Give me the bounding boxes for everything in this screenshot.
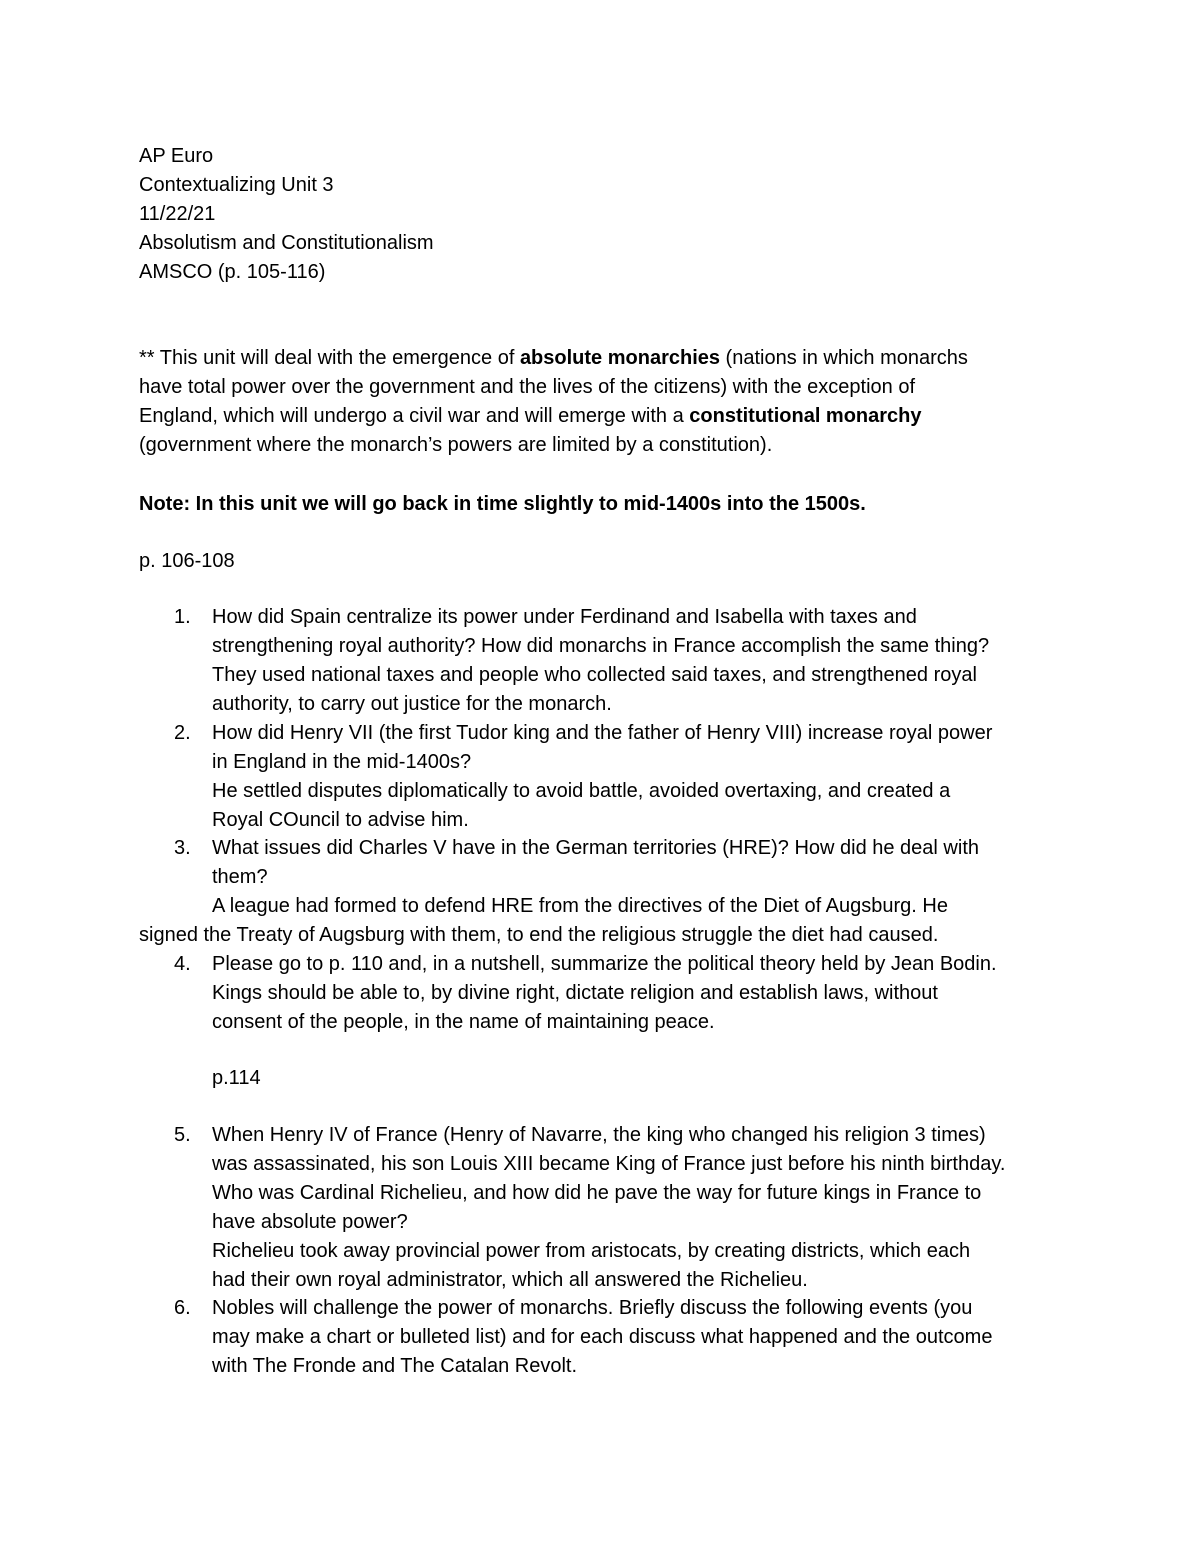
- question-number: 4.: [174, 953, 191, 975]
- question-number: 6.: [174, 1297, 191, 1319]
- question-text: strengthening royal authority? How did monarchs in France accomplish the same thing?: [212, 635, 990, 657]
- course-name: AP Euro: [139, 145, 214, 167]
- answer-text: had their own royal administrator, which all answered the Richelieu.: [212, 1269, 808, 1291]
- section-heading-page-114: p.114: [212, 1067, 261, 1089]
- answer-text-outdented: signed the Treaty of Augsburg with them, to end the religious struggle the diet had caused.: [139, 924, 939, 946]
- term-constitutional-monarchy: constitutional monarchy: [689, 405, 922, 427]
- question-text: may make a chart or bulleted list) and for each discuss what happened and the outcome: [212, 1326, 993, 1348]
- answer-text: He settled disputes diplomatically to avoid battle, avoided overtaxing, and created a: [212, 780, 951, 802]
- question-number: 3.: [174, 837, 191, 859]
- document-header: [139, 142, 1074, 287]
- answer-text: They used national taxes and people who collected said taxes, and strengthened royal: [212, 664, 977, 686]
- question-3: [212, 834, 1072, 921]
- question-text: When Henry IV of France (Henry of Navarre, the king who changed his religion 3 times): [212, 1124, 986, 1146]
- question-text: Nobles will challenge the power of monarchs. Briefly discuss the following events (you: [212, 1297, 973, 1319]
- note-line: Note: In this unit we will go back in time slightly to mid-1400s into the 1500s.: [139, 493, 866, 515]
- question-1: [212, 603, 1072, 719]
- question-number: 1.: [174, 606, 191, 628]
- term-absolute-monarchies: absolute monarchies: [519, 347, 720, 369]
- answer-text: A league had formed to defend HRE from the directives of the Diet of Augsburg. He: [212, 895, 948, 917]
- section-heading-pages-106-108: p. 106-108: [139, 550, 235, 572]
- intro-paragraph: [139, 344, 1074, 460]
- question-text: Who was Cardinal Richelieu, and how did he pave the way for future kings in France to: [212, 1182, 982, 1204]
- question-number: 5.: [174, 1124, 191, 1146]
- question-text: How did Henry VII (the first Tudor king and the father of Henry VIII) increase royal power: [212, 722, 993, 744]
- question-2: [212, 719, 1072, 835]
- answer-text: Richelieu took away provincial power from aristocats, by creating districts, which each: [212, 1240, 971, 1262]
- intro-line: [139, 402, 1074, 431]
- unit-topic: Absolutism and Constitutionalism: [139, 232, 434, 254]
- question-text: have absolute power?: [212, 1211, 408, 1233]
- answer-text: Kings should be able to, by divine right, dictate religion and establish laws, without: [212, 982, 938, 1004]
- reading-reference: AMSCO (p. 105-116): [139, 261, 326, 283]
- question-text: with The Fronde and The Catalan Revolt.: [212, 1355, 578, 1377]
- answer-text: consent of the people, in the name of maintaining peace.: [212, 1011, 715, 1033]
- intro-line: [139, 344, 1074, 373]
- intro-line: (government where the monarch’s powers are limited by a constitution).: [139, 434, 773, 456]
- intro-text: England, which will undergo a civil war and will emerge with a: [139, 405, 690, 427]
- question-number: 2.: [174, 722, 191, 744]
- answer-text: Royal COuncil to advise him.: [212, 809, 469, 831]
- intro-line: have total power over the government and the lives of the citizens) with the exception of: [139, 376, 915, 398]
- assignment-date: 11/22/21: [139, 203, 216, 225]
- question-4: [212, 950, 1072, 1037]
- question-text: Please go to p. 110 and, in a nutshell, summarize the political theory held by Jean Bodin.: [212, 953, 997, 975]
- question-text: How did Spain centralize its power under Ferdinand and Isabella with taxes and: [212, 606, 917, 628]
- answer-text: authority, to carry out justice for the monarch.: [212, 693, 612, 715]
- intro-text: ** This unit will deal with the emergence of: [139, 347, 520, 369]
- assignment-title: Contextualizing Unit 3: [139, 174, 334, 196]
- intro-text: (nations in which monarchs: [720, 347, 968, 369]
- question-5: [212, 1121, 1072, 1295]
- question-text: was assassinated, his son Louis XIII became King of France just before his ninth birthday.: [212, 1153, 1006, 1175]
- question-6: [212, 1294, 1072, 1381]
- question-text: What issues did Charles V have in the German territories (HRE)? How did he deal with: [212, 837, 979, 859]
- question-text: them?: [212, 866, 268, 888]
- question-text: in England in the mid-1400s?: [212, 751, 472, 773]
